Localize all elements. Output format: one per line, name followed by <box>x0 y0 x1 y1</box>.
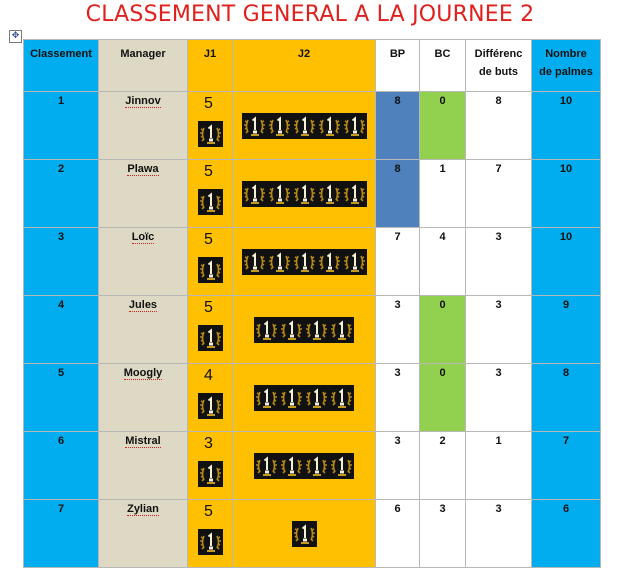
bp-value: 3 <box>394 367 401 379</box>
table-move-handle-icon[interactable]: ✥ <box>9 30 22 43</box>
j2-badges <box>242 113 367 139</box>
bc-cell <box>420 160 466 228</box>
manager-cell <box>99 500 188 568</box>
bp-cell <box>376 364 420 432</box>
difference-cell <box>466 160 532 228</box>
manager-cell <box>99 228 188 296</box>
j1-cell <box>188 160 233 228</box>
difference-value: 7 <box>495 163 502 175</box>
header-difference-line1: Différenc <box>474 48 523 60</box>
laurel-trophy-icon <box>198 393 223 419</box>
laurel-trophy-icon <box>267 113 292 139</box>
palmes-cell <box>532 432 601 500</box>
j2-badges <box>254 317 354 343</box>
j2-cell <box>233 160 376 228</box>
j2-badges <box>254 453 354 479</box>
laurel-trophy-icon <box>329 453 354 479</box>
bp-value: 6 <box>394 503 401 515</box>
header-palmes-line1: Nombre <box>545 48 587 60</box>
laurel-trophy-icon <box>292 521 317 547</box>
laurel-trophy-icon <box>198 461 223 487</box>
bc-value: 0 <box>439 367 446 379</box>
j1-badge-slot <box>188 250 232 286</box>
manager-name: Plawa <box>127 160 158 176</box>
rank-value: 2 <box>57 163 65 175</box>
palmes-value: 9 <box>562 299 570 311</box>
difference-cell <box>466 432 532 500</box>
j1-score: 5 <box>204 299 213 316</box>
header-classement: Classement <box>24 40 99 92</box>
j2-cell <box>233 228 376 296</box>
bc-cell <box>420 228 466 296</box>
rank-value: 6 <box>57 435 65 447</box>
rank-cell <box>24 364 99 432</box>
j1-score: 5 <box>204 503 213 520</box>
palmes-cell <box>532 160 601 228</box>
j1-cell <box>188 296 233 364</box>
difference-value: 3 <box>495 299 502 311</box>
bc-cell <box>420 92 466 160</box>
laurel-trophy-icon <box>279 385 304 411</box>
j1-badge-slot <box>188 454 232 490</box>
difference-cell <box>466 92 532 160</box>
manager-name: Loïc <box>132 228 155 244</box>
j2-cell <box>233 364 376 432</box>
difference-value: 1 <box>495 435 502 447</box>
j1-badge-slot <box>188 114 232 150</box>
difference-cell <box>466 500 532 568</box>
laurel-trophy-icon <box>267 181 292 207</box>
table-row <box>24 432 601 500</box>
header-j2: J2 <box>233 40 376 92</box>
laurel-trophy-icon <box>317 181 342 207</box>
laurel-trophy-icon <box>242 113 267 139</box>
laurel-trophy-icon <box>254 385 279 411</box>
manager-cell <box>99 364 188 432</box>
j1-badge-slot <box>188 318 232 354</box>
header-palmes-line2: de palmes <box>539 66 593 78</box>
laurel-trophy-icon <box>304 385 329 411</box>
difference-cell <box>466 228 532 296</box>
table-row <box>24 296 601 364</box>
table-row <box>24 228 601 296</box>
bp-value: 7 <box>394 231 401 243</box>
laurel-trophy-icon <box>317 113 342 139</box>
rank-value: 7 <box>57 503 65 515</box>
laurel-trophy-icon <box>329 385 354 411</box>
laurel-trophy-icon <box>198 121 223 147</box>
j1-badge-slot <box>188 182 232 218</box>
rank-value: 1 <box>57 95 65 107</box>
bp-cell <box>376 432 420 500</box>
j1-badge-slot <box>188 386 232 422</box>
laurel-trophy-icon <box>254 317 279 343</box>
laurel-trophy-icon <box>242 181 267 207</box>
table-row <box>24 364 601 432</box>
table-row <box>24 500 601 568</box>
rank-value: 4 <box>57 299 65 311</box>
rank-value: 5 <box>57 367 65 379</box>
j2-badges <box>292 521 317 547</box>
rank-cell <box>24 500 99 568</box>
bp-cell <box>376 160 420 228</box>
manager-cell <box>99 160 188 228</box>
difference-cell <box>466 364 532 432</box>
difference-value: 3 <box>495 231 502 243</box>
manager-cell <box>99 92 188 160</box>
j1-score: 5 <box>204 95 213 112</box>
standings-table <box>23 39 601 568</box>
laurel-trophy-icon <box>242 249 267 275</box>
laurel-trophy-icon <box>279 453 304 479</box>
manager-name: Moogly <box>124 364 163 380</box>
header-palmes <box>532 40 601 92</box>
laurel-trophy-icon <box>254 453 279 479</box>
j1-cell <box>188 228 233 296</box>
header-difference-line2: de buts <box>478 66 519 78</box>
rank-cell <box>24 228 99 296</box>
laurel-trophy-icon <box>342 249 367 275</box>
header-row <box>24 40 601 92</box>
bc-value: 4 <box>439 231 446 243</box>
bc-value: 0 <box>439 299 446 311</box>
laurel-trophy-icon <box>279 317 304 343</box>
palmes-cell <box>532 364 601 432</box>
manager-name: Jules <box>129 296 157 312</box>
bp-value: 3 <box>394 299 401 311</box>
j2-badges <box>242 249 367 275</box>
laurel-trophy-icon <box>329 317 354 343</box>
j1-badges <box>198 121 223 147</box>
difference-cell <box>466 296 532 364</box>
palmes-cell <box>532 500 601 568</box>
palmes-cell <box>532 296 601 364</box>
bp-cell <box>376 296 420 364</box>
j2-badges <box>254 385 354 411</box>
rank-cell <box>24 296 99 364</box>
laurel-trophy-icon <box>292 113 317 139</box>
difference-value: 3 <box>495 367 502 379</box>
bp-cell <box>376 92 420 160</box>
bp-value: 3 <box>394 435 401 447</box>
palmes-value: 8 <box>562 367 570 379</box>
palmes-value: 10 <box>559 95 573 107</box>
j2-badges <box>242 181 367 207</box>
table-row <box>24 160 601 228</box>
laurel-trophy-icon <box>292 181 317 207</box>
header-j1: J1 <box>188 40 233 92</box>
palmes-value: 6 <box>562 503 570 515</box>
bc-value: 1 <box>439 163 446 175</box>
header-bc: BC <box>420 40 466 92</box>
manager-name: Jinnov <box>125 92 160 108</box>
j1-score: 5 <box>204 163 213 180</box>
laurel-trophy-icon <box>198 189 223 215</box>
laurel-trophy-icon <box>304 317 329 343</box>
bc-cell <box>420 296 466 364</box>
j2-cell <box>233 500 376 568</box>
rank-cell <box>24 160 99 228</box>
rank-value: 3 <box>57 231 65 243</box>
j1-cell <box>188 92 233 160</box>
bp-cell <box>376 228 420 296</box>
j1-badges <box>198 257 223 283</box>
j1-score: 5 <box>204 231 213 248</box>
laurel-trophy-icon <box>317 249 342 275</box>
header-manager: Manager <box>99 40 188 92</box>
bp-value: 8 <box>394 95 401 107</box>
bc-value: 0 <box>439 95 446 107</box>
manager-name: Zylian <box>127 500 159 516</box>
bc-value: 3 <box>439 503 446 515</box>
bp-cell <box>376 500 420 568</box>
palmes-value: 7 <box>562 435 570 447</box>
rank-cell <box>24 432 99 500</box>
bc-cell <box>420 364 466 432</box>
laurel-trophy-icon <box>304 453 329 479</box>
j1-badges <box>198 461 223 487</box>
palmes-cell <box>532 228 601 296</box>
laurel-trophy-icon <box>198 257 223 283</box>
j2-cell <box>233 92 376 160</box>
page-title: CLASSEMENT GENERAL A LA JOURNEE 2 <box>85 2 535 27</box>
difference-value: 3 <box>495 503 502 515</box>
manager-cell <box>99 296 188 364</box>
bc-cell <box>420 432 466 500</box>
header-difference <box>466 40 532 92</box>
rank-cell <box>24 92 99 160</box>
manager-name: Mistral <box>125 432 160 448</box>
j1-badges <box>198 325 223 351</box>
bc-cell <box>420 500 466 568</box>
palmes-cell <box>532 92 601 160</box>
j1-score: 3 <box>204 435 213 452</box>
j1-badges <box>198 393 223 419</box>
table-row <box>24 92 601 160</box>
laurel-trophy-icon <box>342 113 367 139</box>
j1-cell <box>188 500 233 568</box>
laurel-trophy-icon <box>342 181 367 207</box>
j1-badge-slot <box>188 522 232 558</box>
header-bp: BP <box>376 40 420 92</box>
j1-badges <box>198 189 223 215</box>
laurel-trophy-icon <box>267 249 292 275</box>
j1-cell <box>188 432 233 500</box>
j1-cell <box>188 364 233 432</box>
laurel-trophy-icon <box>198 325 223 351</box>
laurel-trophy-icon <box>198 529 223 555</box>
palmes-value: 10 <box>559 231 573 243</box>
j1-badges <box>198 529 223 555</box>
difference-value: 8 <box>495 95 502 107</box>
bc-value: 2 <box>439 435 446 447</box>
j1-score: 4 <box>204 367 213 384</box>
manager-cell <box>99 432 188 500</box>
j2-cell <box>233 432 376 500</box>
bp-value: 8 <box>394 163 401 175</box>
palmes-value: 10 <box>559 163 573 175</box>
laurel-trophy-icon <box>292 249 317 275</box>
j2-cell <box>233 296 376 364</box>
